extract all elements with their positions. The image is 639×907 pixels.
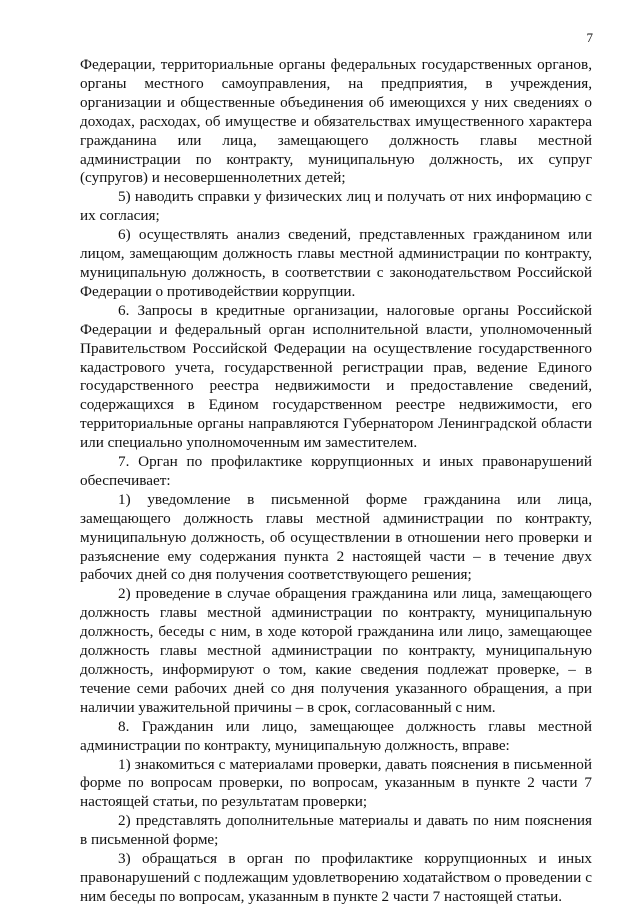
paragraph: 1) знакомиться с материалами проверки, давать пояснения в письменной форме по вопросам проверки, по вопросам, указанным в пункте 2 части 7 настоящей статьи, по результатам проверки; — [80, 755, 592, 811]
paragraph: 3) обращаться в орган по профилактике коррупционных и иных правонарушений с подлежащим удовлетворению ходатайством о проведении с ним беседы по вопросам, указанным в пункте 2 части 7 настоящей статьи. — [80, 850, 592, 905]
paragraph: Федерации, территориальные органы федеральных государственных органов, органы местного самоуправления, на предприятия, в учреждения, организации и общественные объединения об имеющихся у них сведениях о доходах, расходах, об имуществе и обязательствах имущественного характера гражданина или лица, замещающего должность главы местной администрации по контракту, муниципальную должность, их супруг (супругов) и несовершеннолетних детей; — [80, 56, 592, 187]
paragraph: 8. Гражданин или лицо, замещающее должность главы местной администрации по контракту, муниципальную должность, вправе: — [80, 717, 592, 754]
paragraph: 2) проведение в случае обращения гражданина или лица, замещающего должность главы местной администрации по контракту, муниципальную должность, беседы с ним, в ходе которой гражданина или лицо, замещающее должность главы местной администрации по контракту, муниципальную должность, информируют о том, какие сведения подлежат проверке, – в течение семи рабочих дней со дня получения указанного обращения, а при наличии уважительной причины – в срок, согласованный с ним. — [80, 585, 592, 716]
paragraph: 5) наводить справки у физических лиц и получать от них информацию с их согласия; — [80, 188, 592, 225]
paragraph: 2) представлять дополнительные материалы и давать по ним пояснения в письменной форме; — [80, 812, 592, 849]
document-body — [80, 56, 592, 907]
page-number: 7 — [586, 30, 593, 45]
paragraph: 1) уведомление в письменной форме гражданина или лица, замещающего должность главы местной администрации по контракту, муниципальную должность, об осуществлении в отношении него проверки и разъяснение ему содержания пункта 2 настоящей части – в течение двух рабочих дней со дня получения соответствующего решения; — [80, 490, 592, 584]
paragraph: 6. Запросы в кредитные организации, налоговые органы Российской Федерации и федеральный орган исполнительной власти, уполномоченный Правительством Российской Федерации на осуществление государственного кадастрового учета, государственной регистрации прав, ведение Единого государственного реестра недвижимости и предоставление сведений, содержащихся в Едином государственном реестре недвижимости, его территориальные органы направляются Губернатором Ленинградской области или специально уполномоченным им заместителем. — [80, 301, 592, 452]
paragraph: 7. Орган по профилактике коррупционных и иных правонарушений обеспечивает: — [80, 453, 592, 489]
paragraph: 6) осуществлять анализ сведений, представленных гражданином или лицом, замещающим должность главы местной администрации по контракту, муниципальную должность, в соответствии с законодательством Российской Федерации о противодействии коррупции. — [80, 226, 592, 300]
